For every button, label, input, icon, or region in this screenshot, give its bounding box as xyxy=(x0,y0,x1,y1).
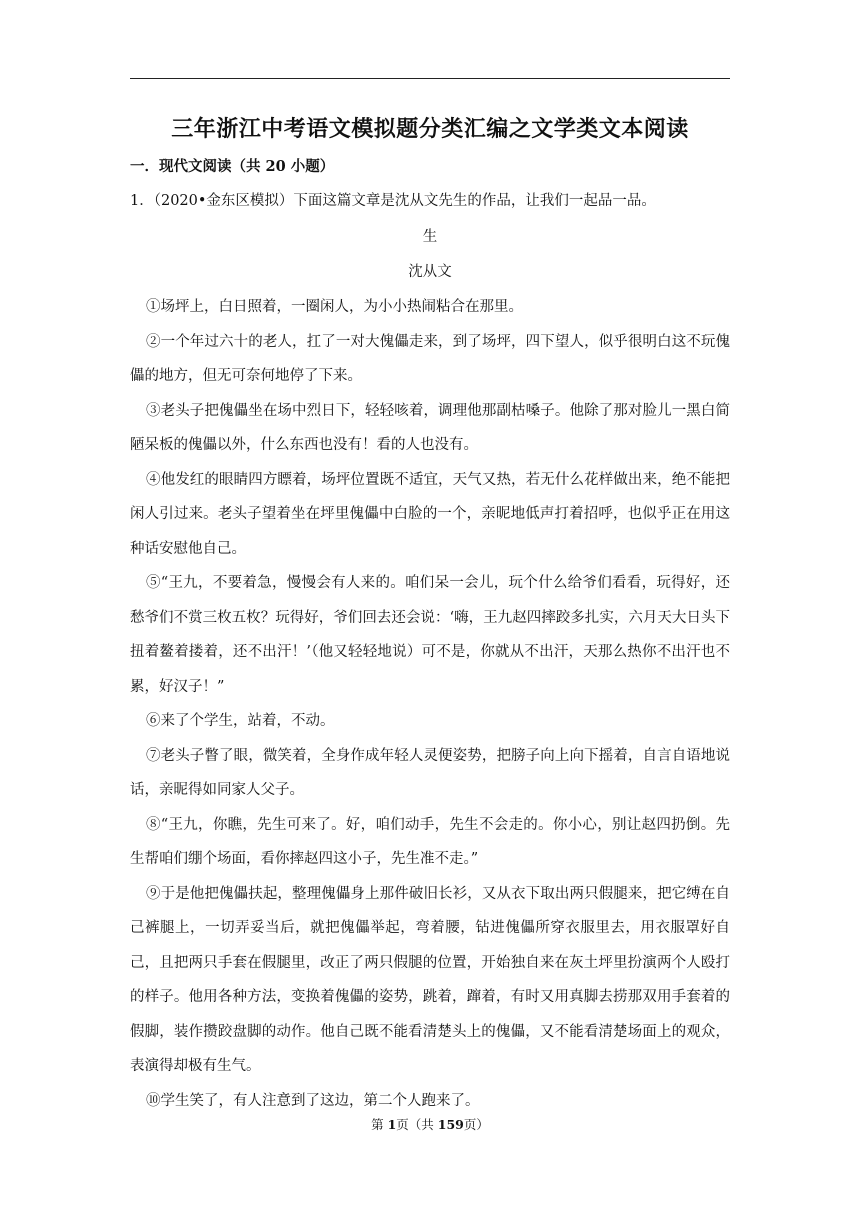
article-body xyxy=(130,290,730,1118)
article-paragraph-8: ⑧“王九，你瞧，先生可来了。好，咱们动手，先生不会走的。你小心，别让赵四扔倒。先生帮咱们绷个场面，看你摔赵四这小子，先生准不走。” xyxy=(130,816,730,867)
article-title: 生 xyxy=(422,229,438,245)
article-paragraph-10: ⑩学生笑了，有人注意到了这边，第二个人跑来了。 xyxy=(146,1092,480,1109)
article-paragraph-2: ②一个年过六十的老人，扛了一对大傀儡走来，到了场坪，四下望人，似乎很明白这不玩傀儡的地方，但无可奈何地停了下来。 xyxy=(130,333,730,384)
article-paragraph-3: ③老头子把傀儡坐在场中烈日下，轻轻咳着，调理他那副枯嗓子。他除了那对脸儿一黑白简陋呆板的傀儡以外，什么东西也没有！看的人也没有。 xyxy=(130,402,730,453)
article-paragraph-4: ④他发红的眼睛四方瞟着，场坪位置既不适宜，天气又热，若无什么花样做出来，绝不能把闲人引过来。老头子望着坐在坪里傀儡中白脸的一个，亲昵地低声打着招呼，也似乎正在用这种话安慰他自己。 xyxy=(130,471,730,557)
page-footer xyxy=(0,1115,860,1133)
footer-prefix: 第 xyxy=(371,1117,388,1132)
article-author: 沈从文 xyxy=(408,264,452,280)
document-title: 三年浙江中考语文模拟题分类汇编之文学类文本阅读 xyxy=(171,116,689,142)
footer-page-number: 1 xyxy=(387,1117,397,1132)
article-paragraph-7: ⑦老头子瞥了眼，微笑着，全身作成年轻人灵便姿势，把膀子向上向下摇着，自言自语地说话，亲昵得如同家人父子。 xyxy=(130,747,730,798)
article-paragraph-9: ⑨于是他把傀儡扶起，整理傀儡身上那件破旧长衫，又从衣下取出两只假腿来，把它缚在自己裤腿上，一切弄妥当后，就把傀儡举起，弯着腰，钻进傀儡所穿衣服里去，用衣服罩好自己，且把两只手套在假腿里，改正了两只假腿的位置，开始独自来在灰土坪里扮演两个人殴打的样子。他用各种方法，变换着傀儡的姿势，跳着，蹿着，有时又用真脚去捞那双用手套着的假脚，装作攒跤盘脚的动作。他自己既不能看清楚头上的傀儡，又不能看清楚场面上的观众，表演得却极有生气。 xyxy=(130,885,730,1074)
header-rule xyxy=(130,78,730,79)
article-paragraph-5: ⑤“王九，不要着急，慢慢会有人来的。咱们呆一会儿，玩个什么给爷们看看，玩得好，还愁爷们不赏三枚五枚？玩得好，爷们回去还会说：‘嗨，王九赵四摔跤多扎实，六月天大日头下扭着鳌着搂着，还不出汗！’（他又轻轻地说）可不是，你就从不出汗，天那么热你不出汗也不累，好汉子！” xyxy=(130,575,730,695)
article-paragraph-1: ①场坪上，白日照着，一圈闲人，为小小热闹粘合在那里。 xyxy=(146,299,523,315)
question-intro: 1．（2020•金东区模拟）下面这篇文章是沈从文先生的作品，让我们一起品一品。 xyxy=(130,193,656,209)
section-heading: 一．现代文阅读（共 20 小题） xyxy=(130,158,335,175)
article-paragraph-6: ⑥来了个学生，站着，不动。 xyxy=(146,713,335,729)
footer-total-pages: 159 xyxy=(437,1117,464,1132)
footer-middle: 页（共 xyxy=(396,1117,438,1132)
footer-suffix: 页） xyxy=(463,1117,489,1132)
